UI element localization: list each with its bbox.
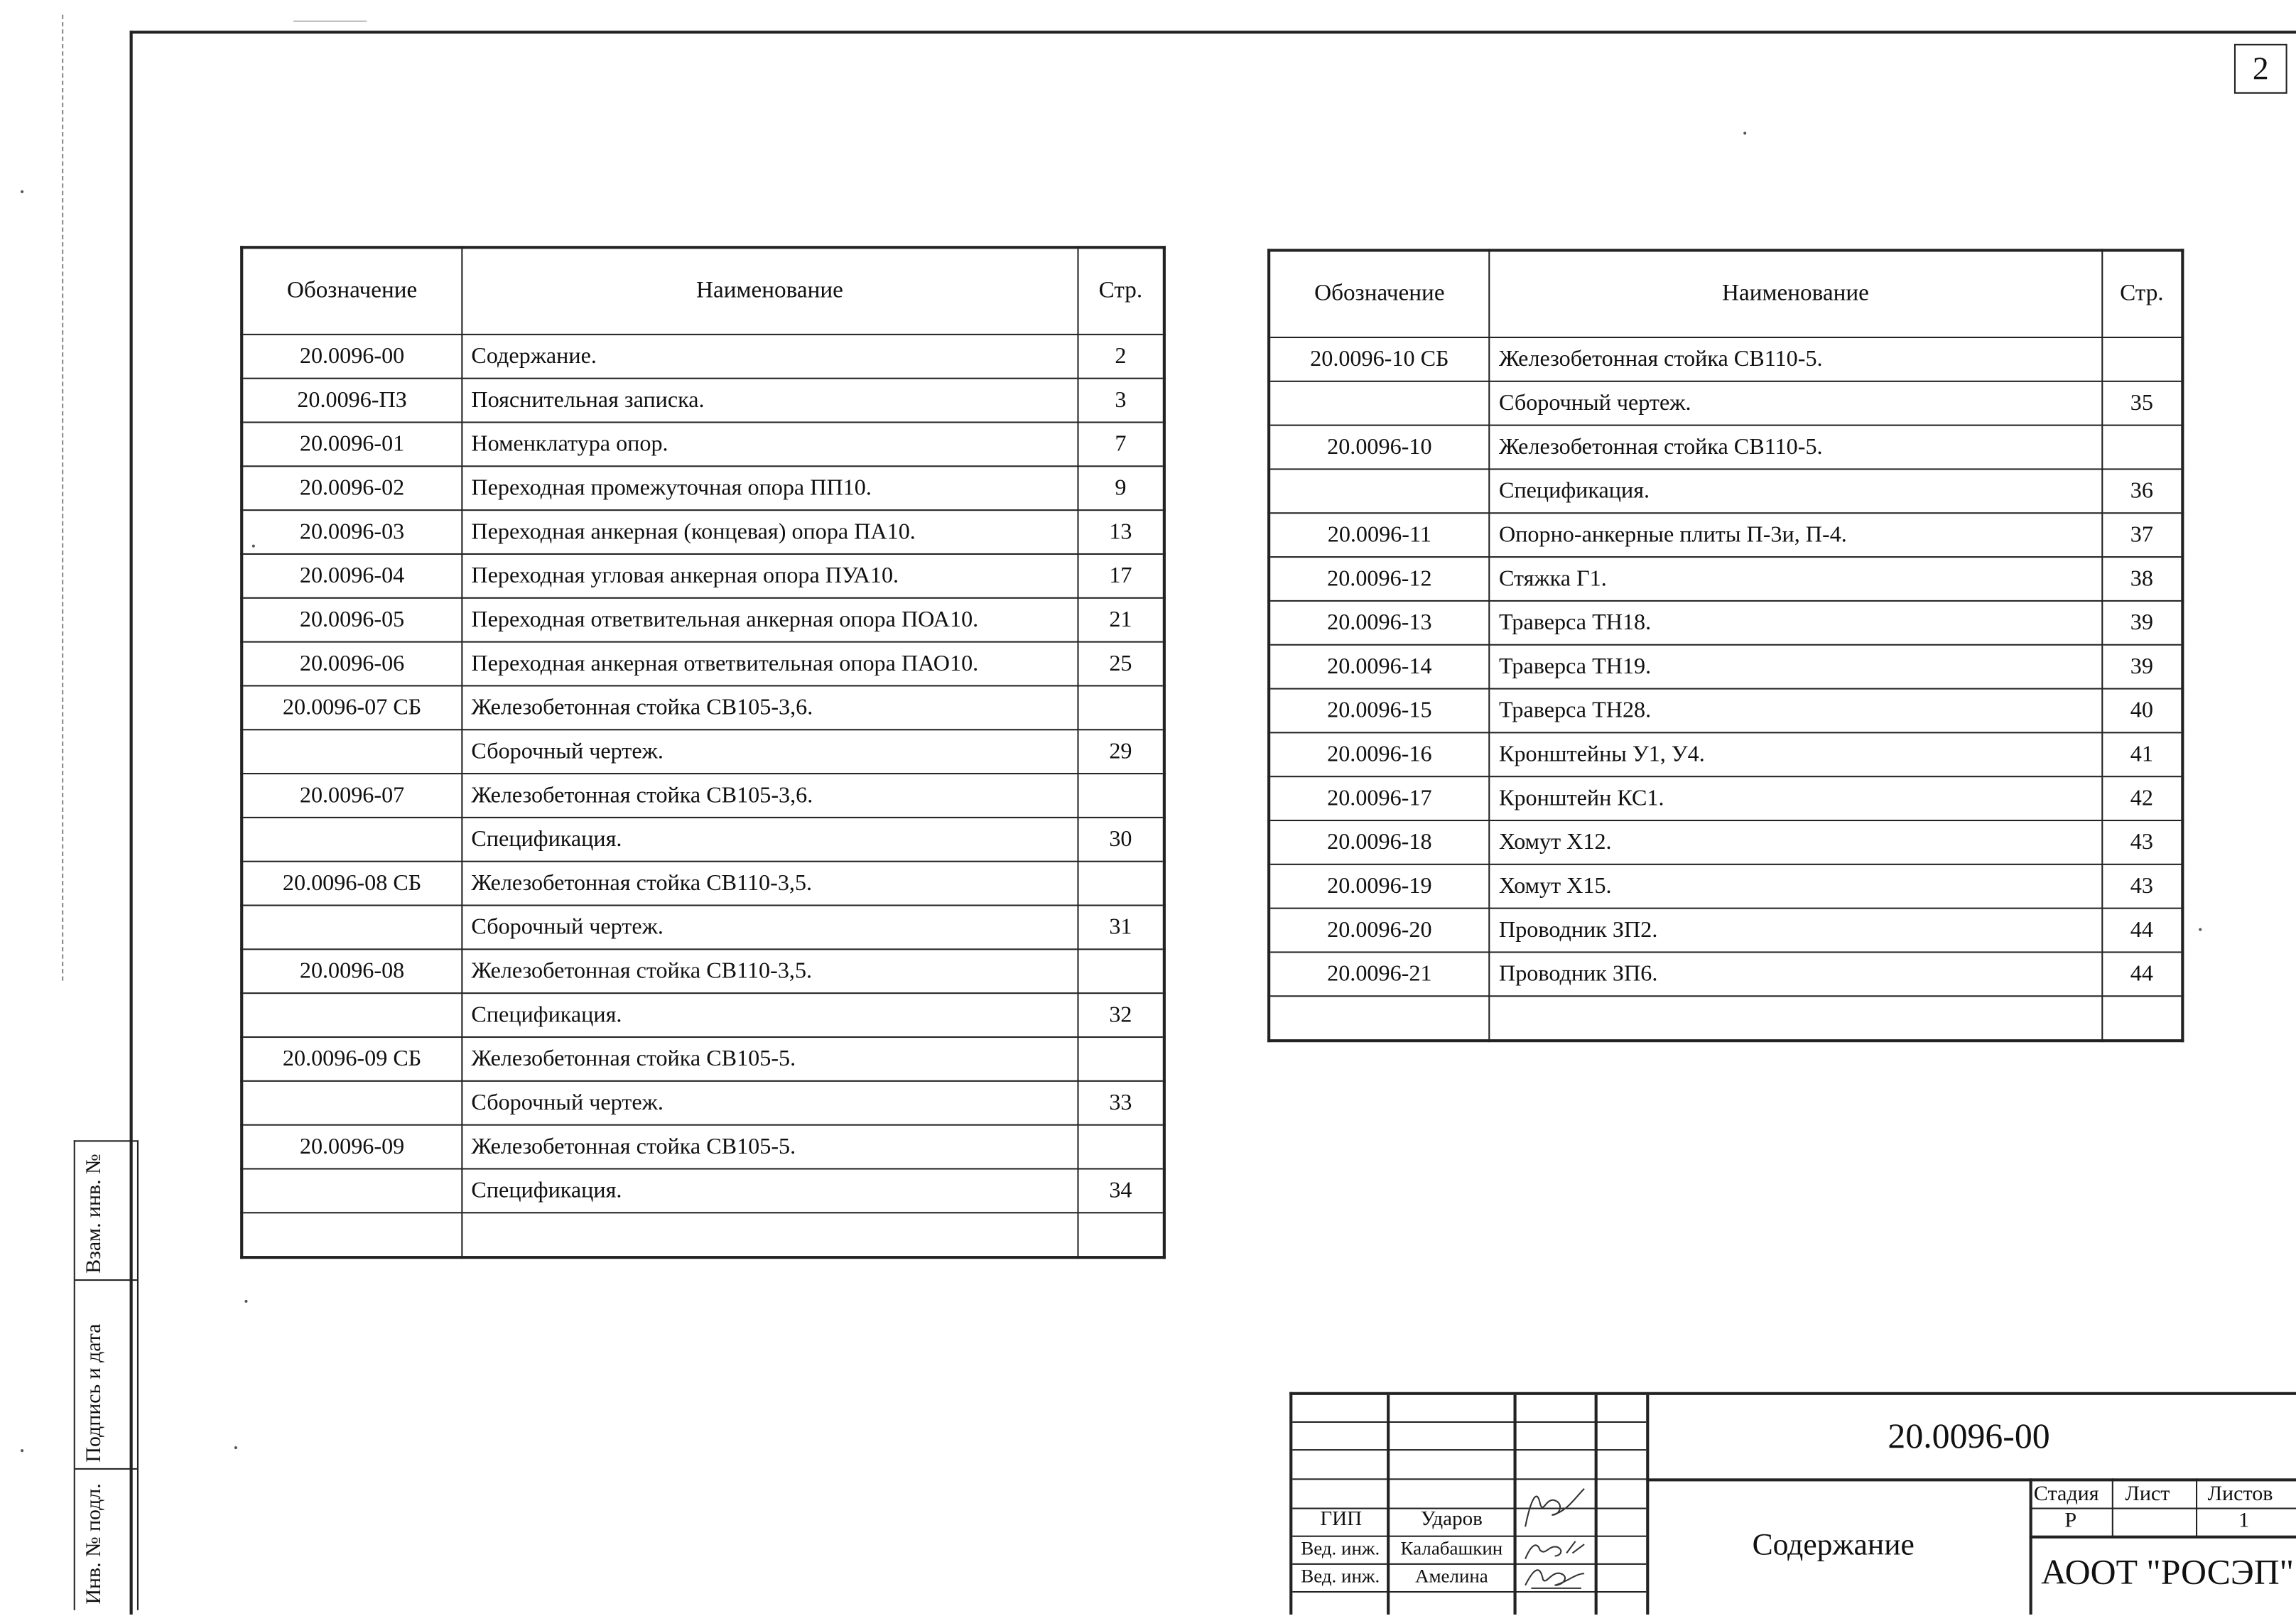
row-page bbox=[1078, 862, 1164, 906]
row-name: Сборочный чертеж. bbox=[462, 906, 1078, 950]
table-row bbox=[242, 510, 1164, 554]
margin-label-inv-replace: Взам. инв. № bbox=[82, 1154, 107, 1274]
row-name: Сборочный чертеж. bbox=[1490, 381, 2102, 425]
row-page: 21 bbox=[1078, 598, 1164, 642]
scan-speck bbox=[244, 1300, 247, 1303]
role-gip: ГИП bbox=[1320, 1509, 1363, 1531]
row-designation: 20.0096-09 bbox=[242, 1125, 462, 1169]
scan-speck bbox=[21, 1449, 23, 1452]
row-page bbox=[2101, 337, 2182, 381]
table-row bbox=[242, 1081, 1164, 1125]
row-page: 9 bbox=[1078, 466, 1164, 510]
row-designation bbox=[1269, 996, 1489, 1041]
row-designation: 20.0096-16 bbox=[1269, 732, 1489, 776]
row-designation: 20.0096-06 bbox=[242, 642, 462, 686]
table-header-row bbox=[1269, 250, 2182, 337]
binding-edge-line bbox=[62, 15, 65, 981]
row-page: 43 bbox=[2101, 864, 2182, 909]
table-row bbox=[242, 993, 1164, 1037]
row-designation bbox=[1269, 381, 1489, 425]
row-designation bbox=[242, 993, 462, 1037]
row-page: 3 bbox=[1078, 379, 1164, 423]
row-page bbox=[2101, 425, 2182, 470]
table-row bbox=[1269, 689, 2182, 733]
table-row bbox=[1269, 645, 2182, 689]
row-name: Спецификация. bbox=[462, 993, 1078, 1037]
table-row bbox=[1269, 820, 2182, 864]
signature-lead-engineer bbox=[1517, 1536, 1593, 1565]
table-row bbox=[1269, 513, 2182, 557]
row-page: 42 bbox=[2101, 776, 2182, 820]
scan-speck bbox=[1743, 131, 1746, 134]
row-designation: 20.0096-09 СБ bbox=[242, 1037, 462, 1081]
row-page bbox=[1078, 1213, 1164, 1257]
table-row bbox=[1269, 909, 2182, 953]
row-designation bbox=[1269, 469, 1489, 513]
role-lead-engineer: Вед. инж. bbox=[1301, 1536, 1380, 1559]
row-name: Кронштейн КС1. bbox=[1490, 776, 2102, 820]
column-header-name: Наименование bbox=[462, 247, 1078, 335]
row-name: Пояснительная записка. bbox=[462, 379, 1078, 423]
row-name: Траверса ТН19. bbox=[1490, 645, 2102, 689]
role-lead-engineer-2: Вед. инж. bbox=[1301, 1564, 1380, 1587]
row-designation: 20.0096-08 bbox=[242, 949, 462, 993]
row-designation: 20.0096-12 bbox=[1269, 557, 1489, 601]
doc-title: Содержание bbox=[1752, 1526, 1915, 1562]
table-row bbox=[242, 1168, 1164, 1213]
row-name: Железобетонная стойка СВ110-5. bbox=[1490, 425, 2102, 470]
row-page: 38 bbox=[2101, 557, 2182, 601]
row-page: 30 bbox=[1078, 818, 1164, 862]
table-row bbox=[242, 598, 1164, 642]
row-name: Спецификация. bbox=[1490, 469, 2102, 513]
row-name: Переходная промежуточная опора ПП10. bbox=[462, 466, 1078, 510]
row-name: Проводник ЗП6. bbox=[1490, 952, 2102, 996]
scan-speck bbox=[2199, 928, 2202, 931]
row-name: Стяжка Г1. bbox=[1490, 557, 2102, 601]
scan-speck bbox=[21, 190, 23, 193]
sheet-label: Лист bbox=[2125, 1482, 2170, 1507]
table-row bbox=[242, 466, 1164, 510]
row-name: Сборочный чертеж. bbox=[462, 730, 1078, 774]
table-row bbox=[242, 1125, 1164, 1169]
table-row bbox=[242, 423, 1164, 467]
table-row bbox=[242, 818, 1164, 862]
row-page: 35 bbox=[2101, 381, 2182, 425]
row-name: Спецификация. bbox=[462, 818, 1078, 862]
row-name: Переходная анкерная ответвительная опора ПАО10. bbox=[462, 642, 1078, 686]
row-name: Переходная ответвительная анкерная опора ПОА10. bbox=[462, 598, 1078, 642]
table-row bbox=[242, 379, 1164, 423]
column-header-name: Наименование bbox=[1490, 250, 2102, 337]
row-name: Железобетонная стойка СВ105-3,6. bbox=[462, 774, 1078, 818]
row-name bbox=[1490, 996, 2102, 1041]
row-page: 34 bbox=[1078, 1168, 1164, 1213]
margin-cell-inv-orig bbox=[75, 1470, 137, 1616]
table-header-row bbox=[242, 247, 1164, 335]
table-row bbox=[242, 335, 1164, 379]
row-page: 31 bbox=[1078, 906, 1164, 950]
table-row bbox=[242, 949, 1164, 993]
row-name: Переходная угловая анкерная опора ПУА10. bbox=[462, 554, 1078, 598]
row-designation bbox=[242, 730, 462, 774]
row-designation bbox=[242, 1213, 462, 1257]
stage-value: Р bbox=[2064, 1509, 2077, 1533]
doc-code: 20.0096-00 bbox=[1888, 1418, 2050, 1457]
row-designation: 20.0096-18 bbox=[1269, 820, 1489, 864]
row-designation: 20.0096-14 bbox=[1269, 645, 1489, 689]
row-page bbox=[1078, 685, 1164, 730]
row-designation: 20.0096-03 bbox=[242, 510, 462, 554]
row-name: Переходная анкерная (концевая) опора ПА10. bbox=[462, 510, 1078, 554]
row-page: 17 bbox=[1078, 554, 1164, 598]
row-page: 2 bbox=[1078, 335, 1164, 379]
title-block bbox=[1289, 1392, 2296, 1615]
row-name: Железобетонная стойка СВ110-3,5. bbox=[462, 862, 1078, 906]
row-designation: 20.0096-02 bbox=[242, 466, 462, 510]
row-name: Спецификация. bbox=[462, 1168, 1078, 1213]
organization: АООТ "РОСЭП" bbox=[2041, 1554, 2294, 1593]
row-page: 33 bbox=[1078, 1081, 1164, 1125]
margin-cell-sign-date bbox=[75, 1281, 137, 1470]
row-designation: 20.0096-10 СБ bbox=[1269, 337, 1489, 381]
name-gip: Ударов bbox=[1420, 1509, 1483, 1531]
row-designation: 20.0096-04 bbox=[242, 554, 462, 598]
row-page bbox=[1078, 949, 1164, 993]
table-row bbox=[1269, 469, 2182, 513]
row-name: Траверса ТН18. bbox=[1490, 601, 2102, 645]
row-page bbox=[1078, 1125, 1164, 1169]
row-name: Железобетонная стойка СВ105-3,6. bbox=[462, 685, 1078, 730]
row-name: Железобетонная стойка СВ110-5. bbox=[1490, 337, 2102, 381]
row-designation: 20.0096-15 bbox=[1269, 689, 1489, 733]
margin-label-inv-orig: Инв. № подл. bbox=[82, 1483, 107, 1605]
row-name: Траверса ТН28. bbox=[1490, 689, 2102, 733]
table-row bbox=[1269, 952, 2182, 996]
row-page bbox=[2101, 996, 2182, 1041]
row-page bbox=[1078, 1037, 1164, 1081]
table-row bbox=[1269, 996, 2182, 1041]
table-row bbox=[1269, 337, 2182, 381]
table-row bbox=[1269, 425, 2182, 470]
row-designation bbox=[242, 906, 462, 950]
row-page: 29 bbox=[1078, 730, 1164, 774]
name-lead-engineer: Калабашкин bbox=[1400, 1536, 1503, 1559]
margin-stamp bbox=[74, 1140, 139, 1610]
column-header-page: Стр. bbox=[1078, 247, 1164, 335]
row-name: Сборочный чертеж. bbox=[462, 1081, 1078, 1125]
scan-speck bbox=[293, 21, 367, 22]
row-name: Хомут Х15. bbox=[1490, 864, 2102, 909]
row-name: Железобетонная стойка СВ105-5. bbox=[462, 1037, 1078, 1081]
row-name: Содержание. bbox=[462, 335, 1078, 379]
row-designation: 20.0096-13 bbox=[1269, 601, 1489, 645]
row-designation: 20.0096-08 СБ bbox=[242, 862, 462, 906]
sheets-label: Листов bbox=[2207, 1482, 2273, 1507]
row-page: 36 bbox=[2101, 469, 2182, 513]
row-name: Номенклатура опор. bbox=[462, 423, 1078, 467]
margin-label-sign-date: Подпись и дата bbox=[82, 1323, 107, 1463]
row-page bbox=[1078, 774, 1164, 818]
table-row bbox=[242, 1037, 1164, 1081]
row-page: 39 bbox=[2101, 601, 2182, 645]
scan-speck bbox=[234, 1446, 237, 1449]
table-row bbox=[1269, 732, 2182, 776]
row-page: 39 bbox=[2101, 645, 2182, 689]
row-page: 44 bbox=[2101, 952, 2182, 996]
row-designation: 20.0096-20 bbox=[1269, 909, 1489, 953]
row-page: 40 bbox=[2101, 689, 2182, 733]
table-row bbox=[1269, 381, 2182, 425]
table-row bbox=[242, 730, 1164, 774]
column-header-page: Стр. bbox=[2101, 250, 2182, 337]
row-page: 43 bbox=[2101, 820, 2182, 864]
row-name: Железобетонная стойка СВ105-5. bbox=[462, 1125, 1078, 1169]
margin-cell-inv-replace bbox=[75, 1141, 137, 1281]
row-page: 7 bbox=[1078, 423, 1164, 467]
sheets-value: 1 bbox=[2238, 1509, 2250, 1533]
row-name: Хомут Х12. bbox=[1490, 820, 2102, 864]
row-designation: 20.0096-10 bbox=[1269, 425, 1489, 470]
row-designation: 20.0096-07 bbox=[242, 774, 462, 818]
table-row bbox=[1269, 557, 2182, 601]
row-page: 37 bbox=[2101, 513, 2182, 557]
row-designation: 20.0096-ПЗ bbox=[242, 379, 462, 423]
table-row bbox=[242, 685, 1164, 730]
table-row bbox=[242, 1213, 1164, 1257]
contents-table-right bbox=[1267, 249, 2184, 1042]
row-designation: 20.0096-00 bbox=[242, 335, 462, 379]
row-designation: 20.0096-21 bbox=[1269, 952, 1489, 996]
column-header-designation: Обозначение bbox=[1269, 250, 1489, 337]
row-designation: 20.0096-07 СБ bbox=[242, 685, 462, 730]
row-designation: 20.0096-05 bbox=[242, 598, 462, 642]
row-page: 41 bbox=[2101, 732, 2182, 776]
row-name: Проводник ЗП2. bbox=[1490, 909, 2102, 953]
row-designation bbox=[242, 1168, 462, 1213]
row-name: Железобетонная стойка СВ110-3,5. bbox=[462, 949, 1078, 993]
table-row bbox=[242, 862, 1164, 906]
row-designation: 20.0096-11 bbox=[1269, 513, 1489, 557]
stage-label: Стадия bbox=[2033, 1482, 2099, 1507]
contents-table-left bbox=[240, 246, 1166, 1259]
signature-lead-engineer-2 bbox=[1517, 1562, 1593, 1591]
column-header-designation: Обозначение bbox=[242, 247, 462, 335]
row-designation bbox=[242, 1081, 462, 1125]
row-designation: 20.0096-01 bbox=[242, 423, 462, 467]
row-designation: 20.0096-19 bbox=[1269, 864, 1489, 909]
signature-gip bbox=[1517, 1482, 1593, 1535]
name-lead-engineer-2: Амелина bbox=[1414, 1564, 1488, 1587]
table-row bbox=[1269, 864, 2182, 909]
row-name: Кронштейны У1, У4. bbox=[1490, 732, 2102, 776]
row-name bbox=[462, 1213, 1078, 1257]
table-row bbox=[242, 554, 1164, 598]
table-row bbox=[1269, 776, 2182, 820]
row-page: 32 bbox=[1078, 993, 1164, 1037]
row-designation bbox=[242, 818, 462, 862]
row-designation: 20.0096-17 bbox=[1269, 776, 1489, 820]
row-page: 13 bbox=[1078, 510, 1164, 554]
sheet-number: 2 bbox=[2234, 44, 2287, 94]
row-name: Опорно-анкерные плиты П-3и, П-4. bbox=[1490, 513, 2102, 557]
table-row bbox=[242, 774, 1164, 818]
table-row bbox=[242, 642, 1164, 686]
row-page: 25 bbox=[1078, 642, 1164, 686]
table-row bbox=[242, 906, 1164, 950]
table-row bbox=[1269, 601, 2182, 645]
row-page: 44 bbox=[2101, 909, 2182, 953]
